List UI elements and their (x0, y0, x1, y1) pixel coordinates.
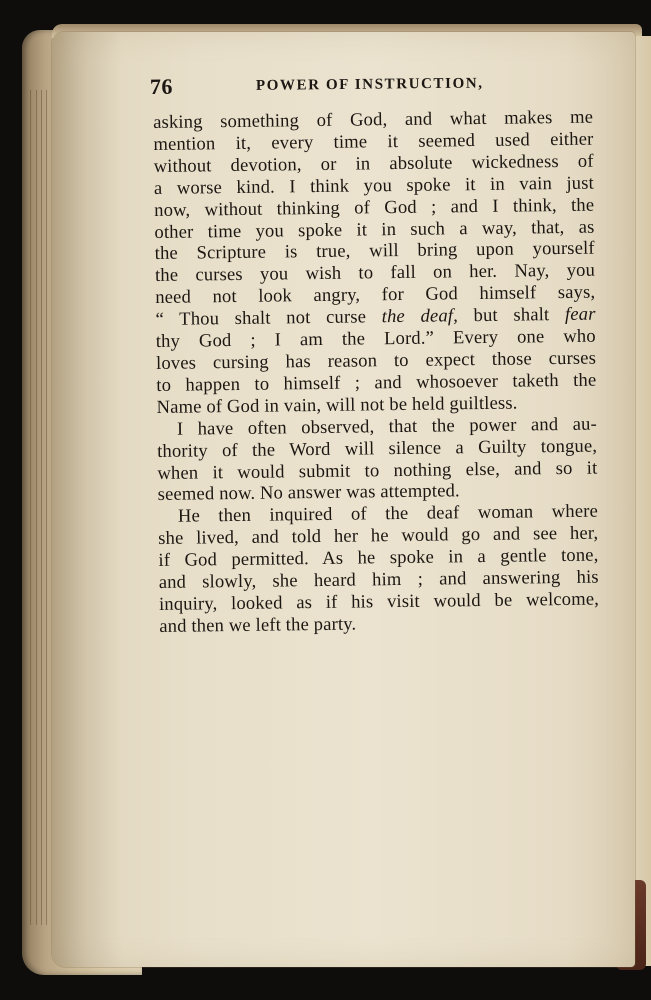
text-segment: mention it, every time it seemed used either (153, 128, 594, 155)
text-segment: she lived, and told her he would go and see her, (158, 522, 599, 550)
text-line (159, 610, 599, 637)
text-segment: “ Thou shalt not curse (155, 306, 382, 331)
text-segment: need not look angry, for God himself says, (155, 281, 596, 309)
text-segment: now, without thinking of God ; and I think, the (154, 194, 595, 221)
text-segment: when it would submit to nothing else, and so it (157, 457, 598, 484)
text-segment: to happen to himself ; and whosoever taketh the (156, 369, 597, 396)
text-segment: seemed now. No answer was attempted. (157, 480, 460, 506)
text-segment: loves cursing has reason to expect those curses (155, 347, 597, 374)
text-segment: thy God ; I am the Lord.” Every one who (155, 325, 596, 353)
text-segment: a worse kind. I think you spoke it in vain just (153, 172, 595, 199)
text-segment: asking something of God, and what makes me (153, 106, 594, 133)
text-segment: Name of God in vain, will not be held guiltless. (156, 392, 518, 418)
text-segment: thority of the Word will silence a Guilty tongue, (157, 435, 598, 462)
italic-text: the deaf, (381, 305, 459, 328)
italic-text: fear (564, 303, 596, 326)
text-segment: He then inquired of the deaf woman where (177, 500, 599, 528)
text-segment: I have often observed, that the power and au- (176, 413, 597, 440)
body-text (153, 107, 599, 638)
text-segment: if God permitted. As he spoke in a gentle tone, (158, 544, 599, 572)
text-segment: but shalt (457, 304, 566, 327)
text-segment: and slowly, she heard him ; and answering his (158, 566, 599, 593)
text-segment: inquiry, looked as if his visit would be welcome, (158, 588, 600, 615)
running-head: POWER OF INSTRUCTION, (255, 75, 484, 94)
text-segment: without devotion, or in absolute wickedness of (153, 150, 594, 177)
page-number: 76 (149, 73, 174, 99)
text-segment: other time you spoke it in such a way, that, as (154, 216, 595, 243)
text-segment: and then we left the party. (159, 613, 357, 637)
text-segment: the Scripture is true, will bring upon yourself (154, 238, 595, 265)
text-segment: the curses you wish to fall on her. Nay, you (154, 259, 596, 287)
page-header (150, 69, 610, 104)
